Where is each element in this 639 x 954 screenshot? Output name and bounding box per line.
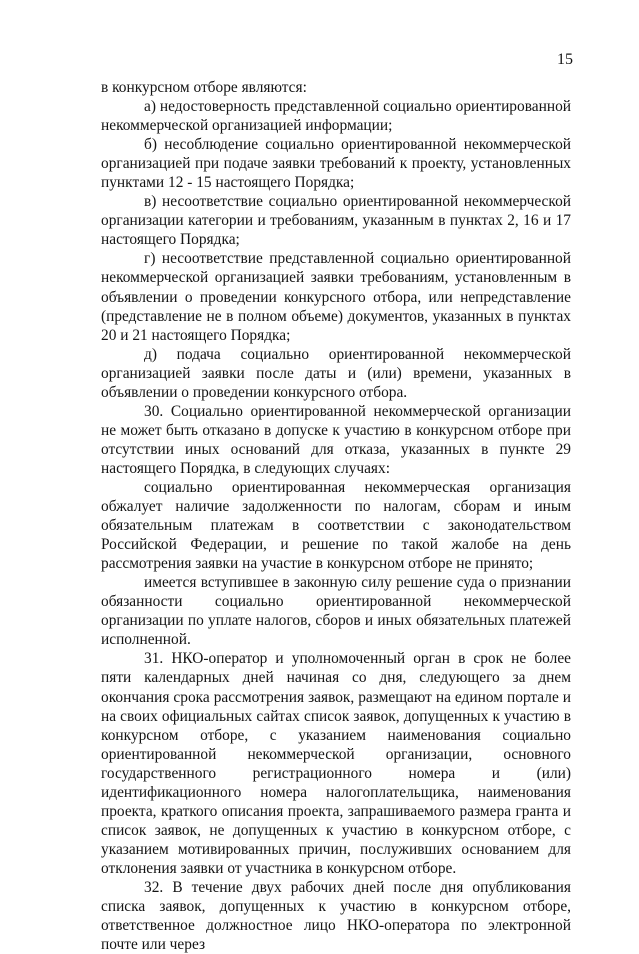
- page-number: 15: [557, 51, 573, 68]
- paragraph-continuation: в конкурсном отборе являются:: [101, 79, 307, 96]
- paragraph-item-v: в) несоответствие социально ориентированной некоммерческой организации категории и требованиям, указанным в пунктах 2, 16 и 17 настоящего Порядка;: [101, 193, 571, 249]
- paragraph-item-a: а) недостоверность представленной социально ориентированной некоммерческой организацией информации;: [101, 98, 571, 135]
- paragraph-case-appeal: социально ориентированная некоммерческая организация обжалует наличие задолженности по налогам, сборам и иным обязательным платежам в соответствии с законодательством Российской Федерации, и решение по такой жалобе на день рассмотрения заявки на участие в конкурсном отборе не принято;: [101, 478, 571, 573]
- paragraph-item-d: д) подача социально ориентированной некоммерческой организацией заявки после даты и (или) времени, указанных в объявлении о проведении конкурсного отбора.: [101, 345, 571, 401]
- paragraph-item-g: г) несоответствие представленной социально ориентированной некоммерческой организацией заявки требованиям, установленным в объявлении о проведении конкурсного отбора, или непредставление (представление не в полном объеме) документов, указанных в пунктах 20 и 21 настоящего Порядка;: [101, 250, 571, 344]
- paragraph-clause-30: 30. Социально ориентированной некоммерческой организации не может быть отказано в допуске к участию в конкурсном отборе при отсутствии иных оснований для отказа, указанных в пункте 29 настоящего Порядка, в следующих случаях:: [101, 402, 571, 477]
- paragraph-case-court: имеется вступившее в законную силу решение суда о признании обязанности социально ориентированной некоммерческой организации по уплате налогов, сборов и иных обязательных платежей исполненной.: [101, 574, 571, 649]
- paragraph-clause-31: 31. НКО-оператор и уполномоченный орган в срок не более пяти календарных дней начиная со дня, следующего за днем окончания срока рассмотрения заявок, размещают на едином портале и на своих официальных сайтах список заявок, допущенных к участию в конкурсном отборе, с указанием наименования социально ориентированной некоммерческой организации, основного государственного регистрационного номера и (или) идентификационного номера налогоплательщика, наименования проекта, краткого описания проекта, запрашиваемого размера гранта и список заявок, не допущенных к участию в конкурсном отборе, с указанием мотивированных причин, послуживших основанием для отклонения заявки от участника в конкурсном отборе.: [101, 650, 571, 877]
- paragraph-item-b: б) несоблюдение социально ориентированной некоммерческой организацией при подаче заявки требований к проекту, установленных пунктами 12 - 15 настоящего Порядка;: [101, 136, 571, 192]
- paragraph-clause-32: 32. В течение двух рабочих дней после дня опубликования списка заявок, допущенных к участию в конкурсном отборе, ответственное должностное лицо НКО-оператора по электронной почте или через: [101, 878, 571, 954]
- document-body: [101, 78, 571, 954]
